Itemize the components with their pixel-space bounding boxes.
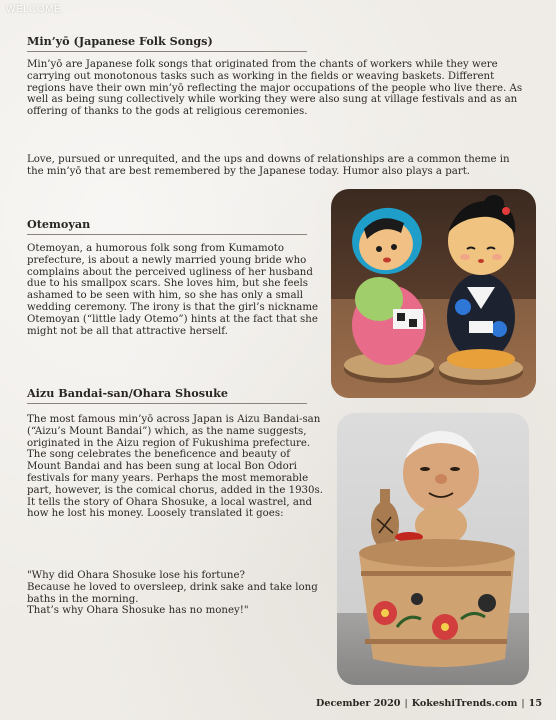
footer-site: KokeshiTrends.com xyxy=(411,698,518,709)
photo-ohara-shosuke-kokeshi xyxy=(337,413,529,685)
section-tag: WELCOME xyxy=(6,4,62,15)
song-quote: "Why did Ohara Shosuke lose his fortune? Because he loved to oversleep, drink sake and take long baths in the morning. That’s why Ohara Shosuke has no money!" xyxy=(27,570,318,617)
kokeshi-pair-illustration xyxy=(331,189,536,398)
paragraph-minyo-intro: Min’yō are Japanese folk songs that originated from the chants of workers while they were carrying out monotonous tasks such as working in the fields or weaving baskets. Different regions have their own min’yō reflecting the major occupations of the people who live there. As well as being sung collectively while working they were also sung at village festivals and as an offering of thanks to the gods at religious ceremonies. xyxy=(27,59,523,118)
paragraph-aizu-bandai: The most famous min’yō across Japan is Aizu Bandai-san (“Aizu’s Mount Bandai”) which, as the name suggests, originated in the Aizu region of Fukushima prefecture. The song celebrates the beneficence and beauty of Mount Bandai and has been sung at local Bon Odori festivals for many years. Perhaps the most memorable part, however, is the comical chorus, added in the 1930s. It tells the story of Ohara Shosuke, a local wastrel, and how he lost his money. Loosely translated it goes: xyxy=(27,414,323,520)
heading-minyo: Min’yō (Japanese Folk Songs) xyxy=(27,34,307,52)
footer-separator: | xyxy=(404,698,408,709)
heading-aizu-bandai: Aizu Bandai-san/Ohara Shosuke xyxy=(27,386,307,404)
paragraph-otemoyan: Otemoyan, a humorous folk song from Kumamoto prefecture, is about a newly married young bride who complains about the perceived ugliness of her husband due to his smallpox scars. She loves him, but she feels ashamed to be seen with him, so she has only a small wedding ceremony. The irony is that the girl’s nickname Otemoyan (“little lady Otemo”) hints at the fact that she might not be all that attractive herself. xyxy=(27,243,319,337)
footer-date: December 2020 xyxy=(316,698,401,709)
page-footer xyxy=(316,698,542,709)
ohara-shosuke-illustration xyxy=(337,413,529,685)
footer-separator: | xyxy=(521,698,525,709)
footer-page-number: 15 xyxy=(528,698,542,709)
heading-otemoyan: Otemoyan xyxy=(27,217,307,235)
photo-otemoyan-kokeshi xyxy=(331,189,536,398)
paragraph-minyo-love: Love, pursued or unrequited, and the ups and downs of relationships are a common theme in the min’yō that are best remembered by the Japanese today. Humor also plays a part. xyxy=(27,154,510,177)
